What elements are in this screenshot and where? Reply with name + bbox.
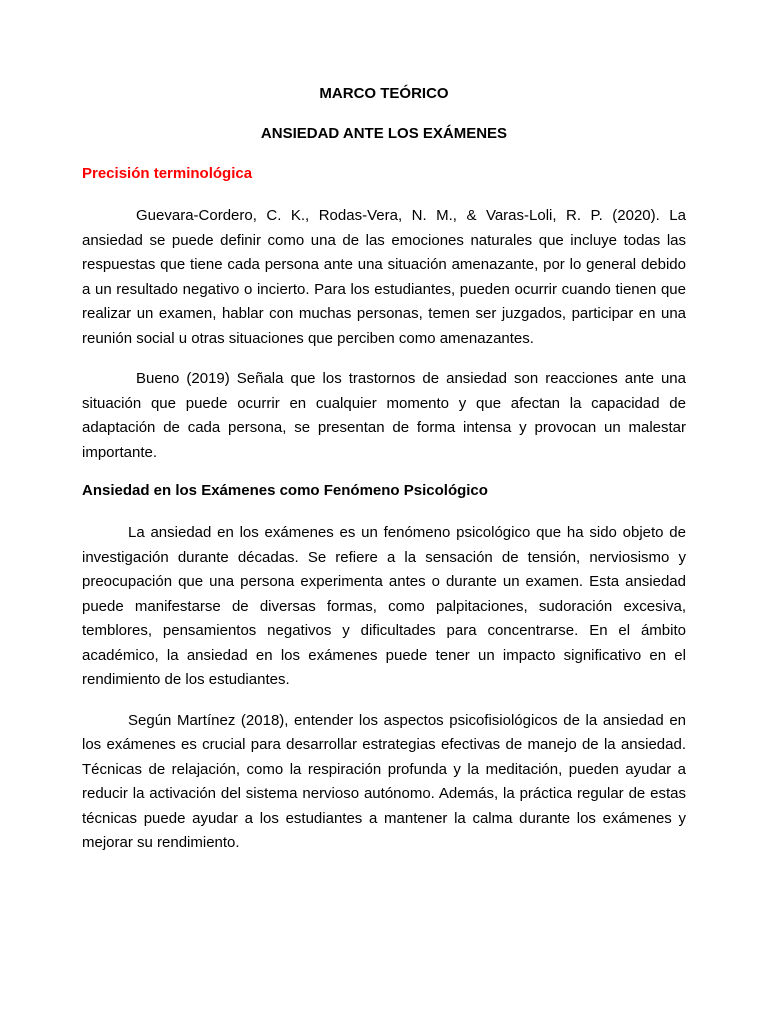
document-body [82,84,686,872]
document-title: MARCO TEÓRICO [319,85,449,102]
paragraph-exam-anxiety-phenomenon: La ansiedad en los exámenes es un fenómeno psicológico que ha sido objeto de investigación durante décadas. Se refiere a la sensación de tensión, nerviosismo y preocupación que una persona experimenta antes o durante un examen. Esta ansiedad puede manifestarse de diversas formas, como palpitaciones, sudoración excesiva, temblores, pensamientos negativos y dificultades para concentrarse. En el ámbito académico, la ansiedad en los exámenes puede tener un impacto significativo en el rendimiento de los estudiantes. [82,524,686,688]
document-subtitle: ANSIEDAD ANTE LOS EXÁMENES [260,125,508,142]
paragraph-guevara-cordero: Guevara-Cordero, C. K., Rodas-Vera, N. M., & Varas-Loli, R. P. (2020). La ansiedad se puede definir como una de las emociones naturales que incluye todas las respuestas que tiene cada persona ante una situación amenazante, por lo general debido a un resultado negativo o incierto. Para los estudiantes, pueden ocurrir cuando tienen que realizar un examen, hablar con muchas personas, temen ser juzgados, participar en una reunión social u otras situaciones que perciben como amenazantes. [82,207,686,347]
paragraph-martinez: Según Martínez (2018), entender los aspectos psicofisiológicos de la ansiedad en los exámenes es crucial para desarrollar estrategias efectivas de manejo de la ansiedad. Técnicas de relajación, como la respiración profunda y la meditación, pueden ayudar a reducir la activación del sistema nervioso autónomo. Además, la práctica regular de estas técnicas puede ayudar a los estudiantes a mantener la calma durante los exámenes y mejorar su rendimiento. [82,711,686,851]
paragraph-bueno: Bueno (2019) Señala que los trastornos de ansiedad son reacciones ante una situación que puede ocurrir en cualquier momento y que afectan la capacidad de adaptación de cada persona, se presentan de forma intensa y provocan un malestar importante. [82,370,686,461]
section-heading-exam-anxiety: Ansiedad en los Exámenes como Fenómeno Psicológico [82,482,488,499]
section-heading-terminology: Precisión terminológica [82,165,253,182]
